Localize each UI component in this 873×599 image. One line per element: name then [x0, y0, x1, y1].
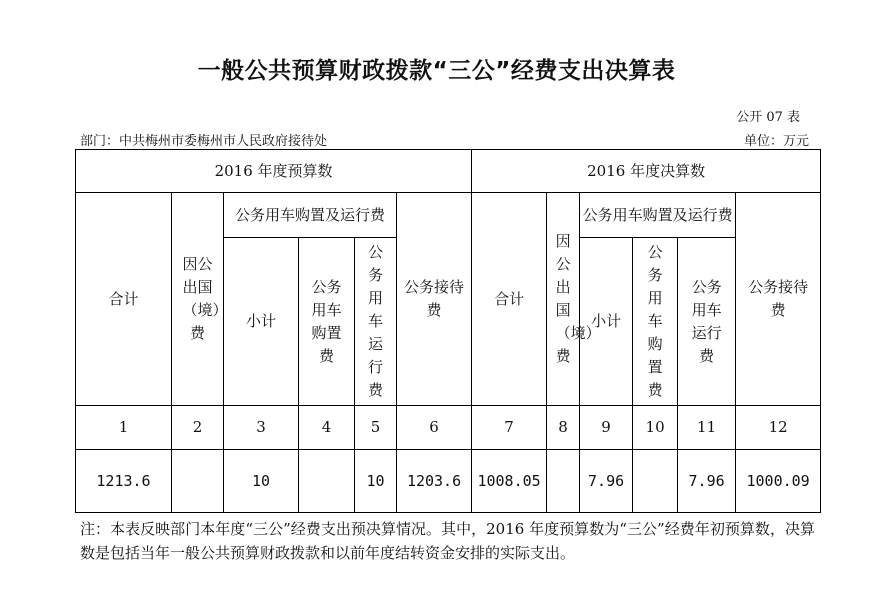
budget-vehicle-purchase-header: 公务用车购置费 — [299, 238, 355, 406]
budget-subtotal-header: 小计 — [224, 238, 299, 406]
unit-label: 单位：万元 — [743, 134, 809, 149]
footnote: 注：本表反映部门本年度“三公”经费支出预决算情况。其中，2016 年度预算数为“三公”经费年初预算数，决算数是包括当年一般公共预算财政拨款和以前年度结转资金安排的实际支出。 — [80, 520, 815, 562]
budget-abroad-header: 因公出国（境）费 — [172, 193, 224, 406]
budget-section-header: 2016 年度预算数 — [76, 150, 472, 193]
expenditure-table — [75, 149, 821, 513]
column-number: 12 — [736, 406, 821, 450]
budget-reception-header: 公务接待费 — [397, 193, 472, 406]
budget-reception-value: 1203.6 — [397, 450, 472, 513]
column-number: 1 — [76, 406, 172, 450]
budget-vehicle-purchase-value — [299, 450, 355, 513]
final-total-header: 合计 — [472, 193, 547, 406]
final-vehicle-group-header: 公务用车购置及运行费 — [580, 193, 736, 238]
final-reception-header: 公务接待费 — [736, 193, 821, 406]
final-subtotal-value: 7.96 — [580, 450, 633, 513]
budget-vehicle-operation-header: 公务用车运行费 — [355, 238, 397, 406]
column-number: 9 — [580, 406, 633, 450]
budget-abroad-value — [172, 450, 224, 513]
budget-subtotal-value: 10 — [224, 450, 299, 513]
department-label: 部门：中共梅州市委梅州市人民政府接待处 — [80, 134, 328, 149]
column-number-row — [76, 406, 821, 450]
page-title: 一般公共预算财政拨款“三公”经费支出决算表 — [197, 58, 676, 84]
final-vehicle-operation-header: 公务用车运行费 — [678, 238, 736, 406]
budget-vehicle-group-header: 公务用车购置及运行费 — [224, 193, 397, 238]
final-vehicle-purchase-value — [633, 450, 678, 513]
column-number: 8 — [547, 406, 580, 450]
final-subtotal-header: 小计 — [580, 238, 633, 406]
column-number: 4 — [299, 406, 355, 450]
final-abroad-value — [547, 450, 580, 513]
form-number: 公开 07 表 — [736, 110, 800, 125]
budget-total-value: 1213.6 — [76, 450, 172, 513]
column-number: 5 — [355, 406, 397, 450]
final-abroad-header: 因公出国（境）费 — [547, 193, 580, 406]
column-number: 11 — [678, 406, 736, 450]
final-vehicle-operation-value: 7.96 — [678, 450, 736, 513]
final-reception-value: 1000.09 — [736, 450, 821, 513]
final-section-header: 2016 年度决算数 — [472, 150, 821, 193]
budget-vehicle-operation-value: 10 — [355, 450, 397, 513]
column-number: 2 — [172, 406, 224, 450]
final-vehicle-purchase-header: 公务用车购置费 — [633, 238, 678, 406]
final-total-value: 1008.05 — [472, 450, 547, 513]
column-number: 7 — [472, 406, 547, 450]
column-number: 3 — [224, 406, 299, 450]
value-row — [76, 450, 821, 513]
budget-total-header: 合计 — [76, 193, 172, 406]
column-number: 6 — [397, 406, 472, 450]
column-number: 10 — [633, 406, 678, 450]
